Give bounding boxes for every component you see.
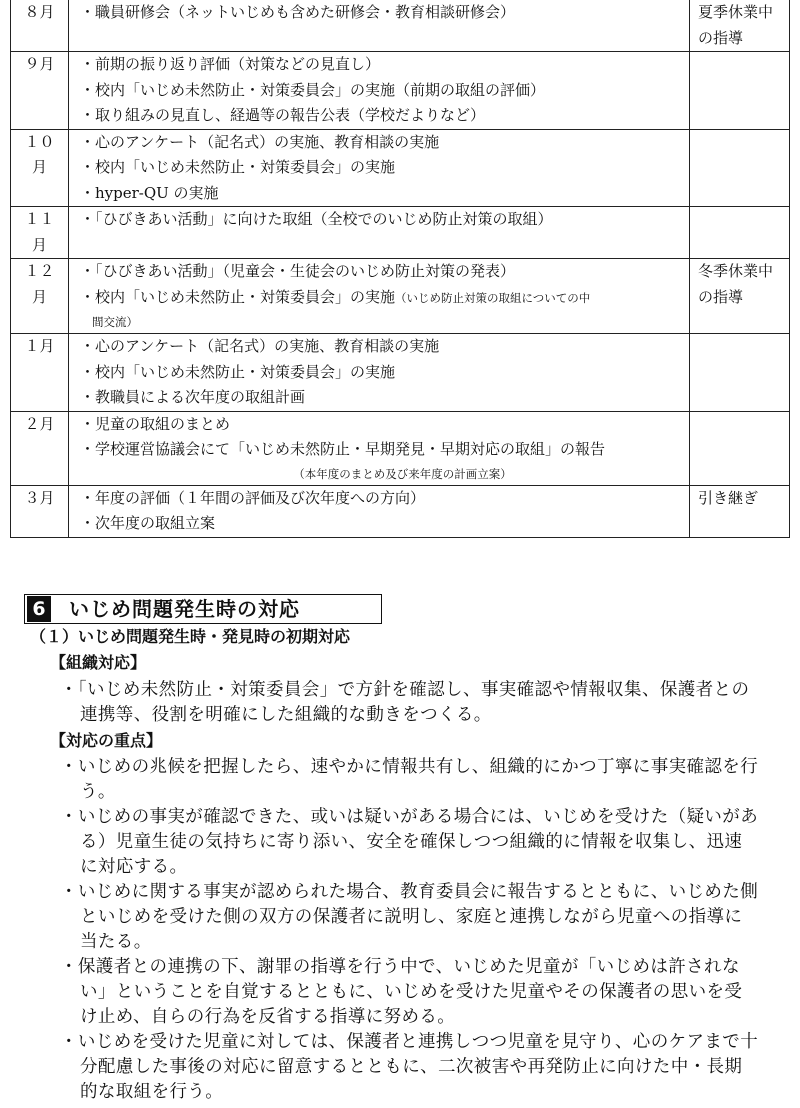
section-title — [24, 594, 382, 624]
note-cell: 引き継ぎ — [690, 485, 790, 537]
activity-item: ・「ひびきあい活動」に向けた取組（全校でのいじめ防止対策の取組） — [80, 210, 553, 228]
activities-cell — [69, 207, 690, 259]
activity-item: ・前期の振り返り評価（対策などの見直し） — [80, 55, 381, 73]
month-cell: ９月 — [11, 52, 69, 130]
month-cell: １２ 月 — [11, 259, 69, 334]
activity-item: ・校内「いじめ未然防止・対策委員会」の実施 — [80, 362, 396, 381]
activity-item: ・心のアンケート（記名式）の実施、教育相談の実施 — [80, 132, 440, 151]
activities-cell — [69, 485, 690, 537]
activity-item: ・職員研修会（ネットいじめも含めた研修会・教育相談研修会） — [80, 3, 516, 21]
table-row — [11, 0, 790, 52]
activity-item: ・学校運営協議会にて「いじめ未然防止・早期発見・早期対応の取組」の報告 — [80, 440, 606, 458]
list-item: ・保護者との連携の下、謝罪の指導を行う中で、いじめた児童が「いじめは許されない」ということを自覚するとともに、いじめを受けた児童やその保護者の思いを受け止め、自らの行為を反省する指導に努める。 — [60, 957, 743, 1027]
section-number: 6 — [27, 596, 51, 622]
month-cell: ３月 — [11, 485, 69, 537]
activity-item: ・hyper-QU の実施 — [80, 183, 219, 202]
activities-cell — [69, 52, 690, 130]
table-row — [11, 129, 790, 207]
org-response-list — [60, 678, 760, 728]
activities-cell — [69, 129, 690, 207]
table-row — [11, 259, 790, 334]
note-cell: 冬季休業中 の指導 — [690, 259, 790, 334]
activity-item: ・教職員による次年度の取組計画 — [80, 388, 306, 406]
activities-cell — [69, 259, 690, 334]
month-cell: ８月 — [11, 0, 69, 52]
note-cell — [690, 52, 790, 130]
section-title-text: いじめ問題発生時の対応 — [69, 597, 300, 621]
month-cell: １０ 月 — [11, 129, 69, 207]
activity-item: ・年度の評価（１年間の評価及び次年度への方向） — [80, 488, 426, 507]
focus-heading: 【対応の重点】 — [50, 731, 163, 750]
org-response-heading: 【組織対応】 — [50, 653, 147, 672]
activities-cell — [69, 411, 690, 485]
activities-cell — [69, 334, 690, 412]
subsection-heading: （１）いじめ問題発生時・発見時の初期対応 — [30, 627, 351, 646]
activity-item: ・校内「いじめ未然防止・対策委員会」の実施（前期の取組の評価） — [80, 80, 546, 99]
table-row — [11, 207, 790, 259]
list-item: ・いじめを受けた児童に対しては、保護者と連携しつつ児童を見守り、心のケアまで十分配慮した事後の対応に留意するとともに、二次被害や再発防止に向けた中・長期的な取組を行う。 — [60, 1032, 759, 1102]
note-cell: 夏季休業中 の指導 — [690, 0, 790, 52]
note-cell — [690, 411, 790, 485]
list-item: ・いじめの兆候を把握したら、速やかに情報共有し、組織的にかつ丁寧に事実確認を行う。 — [60, 757, 759, 802]
activity-item-continuation: 間交流） — [92, 315, 138, 329]
focus-list — [60, 755, 760, 1105]
month-cell: １月 — [11, 334, 69, 412]
activity-subnote: （本年度のまとめ及び来年度の計画立案） — [293, 466, 512, 481]
activity-item: ・心のアンケート（記名式）の実施、教育相談の実施 — [80, 337, 440, 355]
activity-item: ・取り組みの見直し、経過等の報告公表（学校だよりなど） — [80, 106, 486, 124]
table-row — [11, 52, 790, 130]
activities-cell — [69, 0, 690, 52]
activity-item: ・次年度の取組立案 — [80, 514, 216, 532]
note-cell — [690, 207, 790, 259]
month-cell: １１ 月 — [11, 207, 69, 259]
list-item: ・いじめの事実が確認できた、或いは疑いがある場合には、いじめを受けた（疑いがある）児童生徒の気持ちに寄り添い、安全を確保しつつ組織的に情報を収集し、迅速に対応する。 — [60, 807, 759, 877]
list-item: ・「いじめ未然防止・対策委員会」で方針を確認し、事実確認や情報収集、保護者との連携等、役割を明確にした組織的な動きをつくる。 — [60, 680, 750, 725]
activity-item: ・校内「いじめ未然防止・対策委員会」の実施（いじめ防止対策の取組についての中 — [80, 287, 591, 306]
table-row — [11, 411, 790, 485]
activity-item: ・校内「いじめ未然防止・対策委員会」の実施 — [80, 158, 396, 176]
table-row — [11, 485, 790, 537]
note-cell — [690, 129, 790, 207]
activity-item: ・児童の取組のまとめ — [80, 414, 231, 433]
month-cell: ２月 — [11, 411, 69, 485]
schedule-table — [10, 0, 790, 538]
activity-item: ・「ひびきあい活動」（児童会・生徒会のいじめ防止対策の発表） — [80, 262, 516, 280]
list-item: ・いじめに関する事実が認められた場合、教育委員会に報告するとともに、いじめた側といじめを受けた側の双方の保護者に説明し、家庭と連携しながら児童への指導に当たる。 — [60, 882, 759, 952]
note-cell — [690, 334, 790, 412]
table-row — [11, 334, 790, 412]
